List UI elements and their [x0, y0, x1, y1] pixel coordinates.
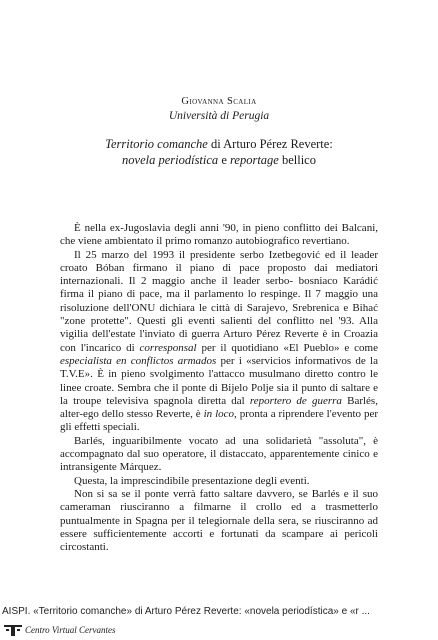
paragraph-2-part-b: per il quotidiano «El Pueblo» e come: [196, 341, 378, 354]
cervantes-logo[interactable]: [4, 622, 116, 638]
title-work: Territorio comanche: [105, 137, 208, 151]
paragraph-2-part-a: Il 25 marzo del 1993 il presidente serbo Izetbegović ed il leader croato Bóban firmano il piano di pace proposto dai mediatori internazionali. Il 2 maggio anche il leader serbo- bosniaco Karádić firma il piano di pace, ma il parlamento lo respinge. Il 7 maggio una risoluzione dell'ONU dichiara le città di Sarajevo, Srebrenica e Bihać "zone protette". Questi gli eventi salienti del conflitto nel '93. Alla vigilia dell'estate l'inviato di guerra Arturo Pérez Reverte è in Croazia con l'incarico di: [60, 248, 378, 354]
body-text: [60, 222, 378, 554]
author-name: Giovanna Scalia: [181, 96, 257, 107]
paragraph-5: Non si sa se il ponte verrà fatto saltare davvero, se Barlés e il suo cameraman riusciranno a filmarne il crollo ed a trasmetterlo puntualmente in Spagna per il telegiornale della sera, se riusciranno ad essere sufficientemente accorti e fortunati da scampare ai pericoli circostanti.: [60, 487, 378, 554]
source-caption-link[interactable]: AISPI. «Territorio comanche» di Arturo Pérez Reverte: «novela periodística» e «r ...: [2, 606, 370, 617]
author-affiliation: Università di Perugia: [168, 110, 270, 122]
title-line-2: [60, 152, 378, 168]
title-term-a: novela periodística: [122, 153, 219, 167]
paragraph-2-italic-3: reportero de guerra: [249, 394, 342, 407]
paragraph-2-part-d: Barlés, alter-ego dello stesso Reverte, è: [60, 394, 378, 421]
title-line-2-rest: bellico: [278, 153, 316, 167]
paragraph-2-italic-2: especialista en conflictos armados: [60, 354, 217, 367]
cervantes-logo-icon: [4, 624, 22, 636]
title-line-1-rest: di Arturo Pérez Reverte:: [207, 137, 333, 151]
paragraph-2-part-e: , pronta a riprendere l'evento per gli effetti speciali.: [60, 408, 378, 434]
article-title: [60, 136, 378, 168]
paragraph-3: Barlés, inguaribilmente vocato ad una solidarietà "assoluta", è accompagnato dal suo operatore, il distaccato, apparentemente cinico e intransigente Márquez.: [60, 434, 378, 474]
title-line-1: [60, 136, 378, 152]
paragraph-2-part-c: per i «servicios informativos de la T.V.E». È in pieno svolgimento l'attacco musulmano diretto contro le linee croate. Sembra che il ponte di Bijelo Polje sia il punto di saltare e la troupe televisiva spagnola diretta dal: [60, 354, 378, 407]
logo-text: Centro Virtual Cervantes: [25, 625, 116, 635]
paragraph-1: È nella ex-Jugoslavia degli anni '90, in pieno conflitto dei Balcani, che viene ambientato il primo romanzo autobiografico revertiano.: [60, 222, 378, 248]
title-conjunction: e: [218, 153, 230, 167]
author-block: [0, 95, 438, 124]
paragraph-2-italic-4: in loco: [203, 408, 235, 421]
paragraph-2: [60, 249, 378, 435]
paragraph-4: Questa, la imprescindibile presentazione degli eventi.: [74, 474, 310, 487]
paragraph-2-italic-1: corresponsal: [139, 341, 197, 354]
title-term-b: reportage: [230, 153, 279, 167]
